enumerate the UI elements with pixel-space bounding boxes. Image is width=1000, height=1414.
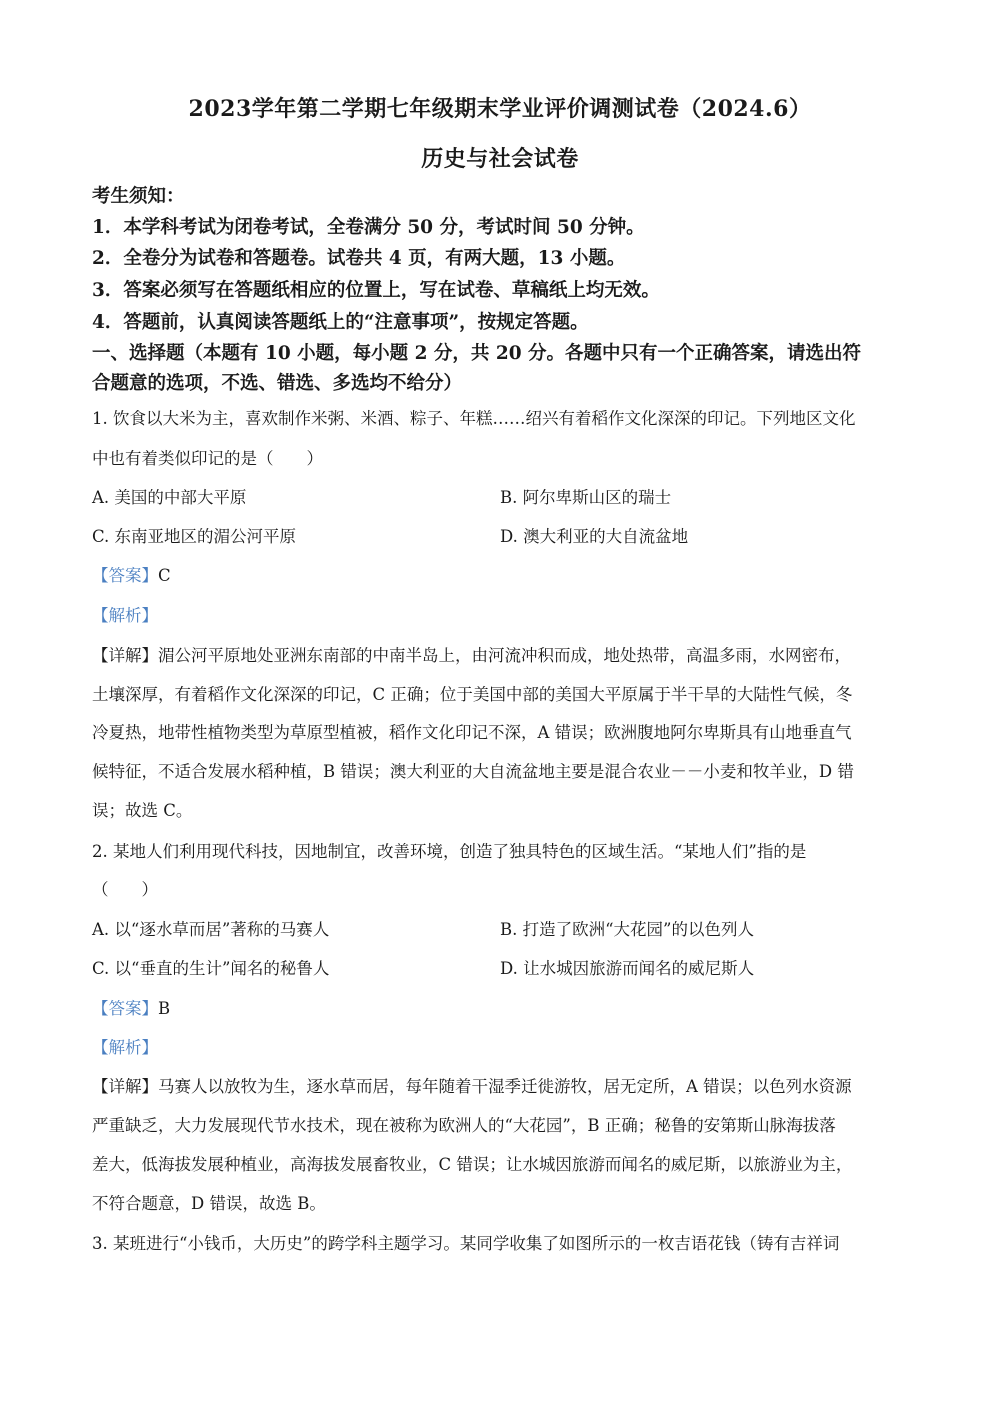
notice-item: 2．全卷分为试卷和答题卷。试卷共 4 页，有两大题，13 小题。 <box>92 248 626 269</box>
exam-title: 2023学年第二学期七年级期末学业评价调测试卷（2024.6） <box>188 96 812 122</box>
detail-tag: 【详解】 <box>92 1077 158 1096</box>
question-1-detail <box>92 645 851 667</box>
analysis-tag: 【解析】 <box>92 606 158 625</box>
question-1-detail-line: 土壤深厚，有着稻作文化深深的印记，C 正确；位于美国中部的美国大平原属于半干旱的大陆性气候，冬 <box>92 685 853 704</box>
question-2-detail-line: 严重缺乏，大力发展现代节水技术，现在被称为欧洲人的“大花园”，B 正确；秘鲁的安第斯山脉海拔落 <box>92 1116 836 1135</box>
question-1-option-b: B. 阿尔卑斯山区的瑞士 <box>500 488 672 507</box>
question-2-answer <box>92 998 170 1020</box>
notice-item: 1．本学科考试为闭卷考试，全卷满分 50 分，考试时间 50 分钟。 <box>92 217 645 238</box>
question-2-detail <box>92 1076 852 1098</box>
answer-value: B <box>158 999 171 1018</box>
section-heading: 一、选择题（本题有 10 小题，每小题 2 分，共 20 分。各题中只有一个正确答案，请选出符 <box>92 343 862 364</box>
question-1-option-c: C. 东南亚地区的湄公河平原 <box>92 527 297 546</box>
question-2-option-b: B. 打造了欧洲“大花园”的以色列人 <box>500 920 754 939</box>
question-1-detail-line: 候特征，不适合发展水稻种植，B 错误；澳大利亚的大自流盆地主要是混合农业－－小麦和牧羊业，D 错 <box>92 762 854 781</box>
detail-text: 马赛人以放牧为生，逐水草而居，每年随着干湿季迁徙游牧，居无定所，A 错误；以色列水资源 <box>158 1077 852 1096</box>
analysis-tag: 【解析】 <box>92 1038 158 1057</box>
question-1-analysis <box>92 605 158 627</box>
answer-value: C <box>158 566 171 585</box>
question-2-stem-cont: （ ） <box>92 880 158 899</box>
question-1-detail-line: 冷夏热，地带性植物类型为草原型植被，稻作文化印记不深，A 错误；欧洲腹地阿尔卑斯具有山地垂直气 <box>92 723 852 742</box>
exam-subtitle: 历史与社会试卷 <box>421 146 579 172</box>
question-1-option-a: A. 美国的中部大平原 <box>92 488 247 507</box>
detail-text: 湄公河平原地处亚洲东南部的中南半岛上，由河流冲积而成，地处热带，高温多雨，水网密布， <box>158 646 851 665</box>
section-heading-cont: 合题意的选项，不选、错选、多选均不给分） <box>92 373 463 394</box>
notice-heading: 考生须知： <box>92 186 185 207</box>
question-2-option-d: D. 让水城因旅游而闻名的威尼斯人 <box>500 959 755 978</box>
question-2-detail-line: 不符合题意，D 错误，故选 B。 <box>92 1194 326 1213</box>
answer-tag: 【答案】 <box>92 999 158 1018</box>
question-1-option-d: D. 澳大利亚的大自流盆地 <box>500 527 689 546</box>
notice-item: 3．答案必须写在答题纸相应的位置上，写在试卷、草稿纸上均无效。 <box>92 280 660 301</box>
question-2-option-c: C. 以“垂直的生计”闻名的秘鲁人 <box>92 959 330 978</box>
question-1-stem-cont: 中也有着类似印记的是（ ） <box>92 449 323 468</box>
question-2-analysis <box>92 1037 158 1059</box>
question-3-stem: 3. 某班进行“小钱币，大历史”的跨学科主题学习。某同学收集了如图所示的一枚吉语花钱（铸有吉祥词 <box>92 1234 840 1253</box>
question-1-detail-line: 误；故选 C。 <box>92 801 193 820</box>
question-2-option-a: A. 以“逐水草而居”著称的马赛人 <box>92 920 330 939</box>
notice-item: 4．答题前，认真阅读答题纸上的“注意事项”，按规定答题。 <box>92 312 589 333</box>
detail-tag: 【详解】 <box>92 646 158 665</box>
answer-tag: 【答案】 <box>92 566 158 585</box>
question-2-stem: 2. 某地人们利用现代科技，因地制宜，改善环境，创造了独具特色的区域生活。“某地人们”指的是 <box>92 842 807 861</box>
question-1-stem: 1. 饮食以大米为主，喜欢制作米粥、米酒、粽子、年糕……绍兴有着稻作文化深深的印记。下列地区文化 <box>92 409 856 428</box>
question-1-answer <box>92 565 171 587</box>
question-2-detail-line: 差大，低海拔发展种植业，高海拔发展畜牧业，C 错误；让水城因旅游而闻名的威尼斯，以旅游业为主， <box>92 1155 853 1174</box>
